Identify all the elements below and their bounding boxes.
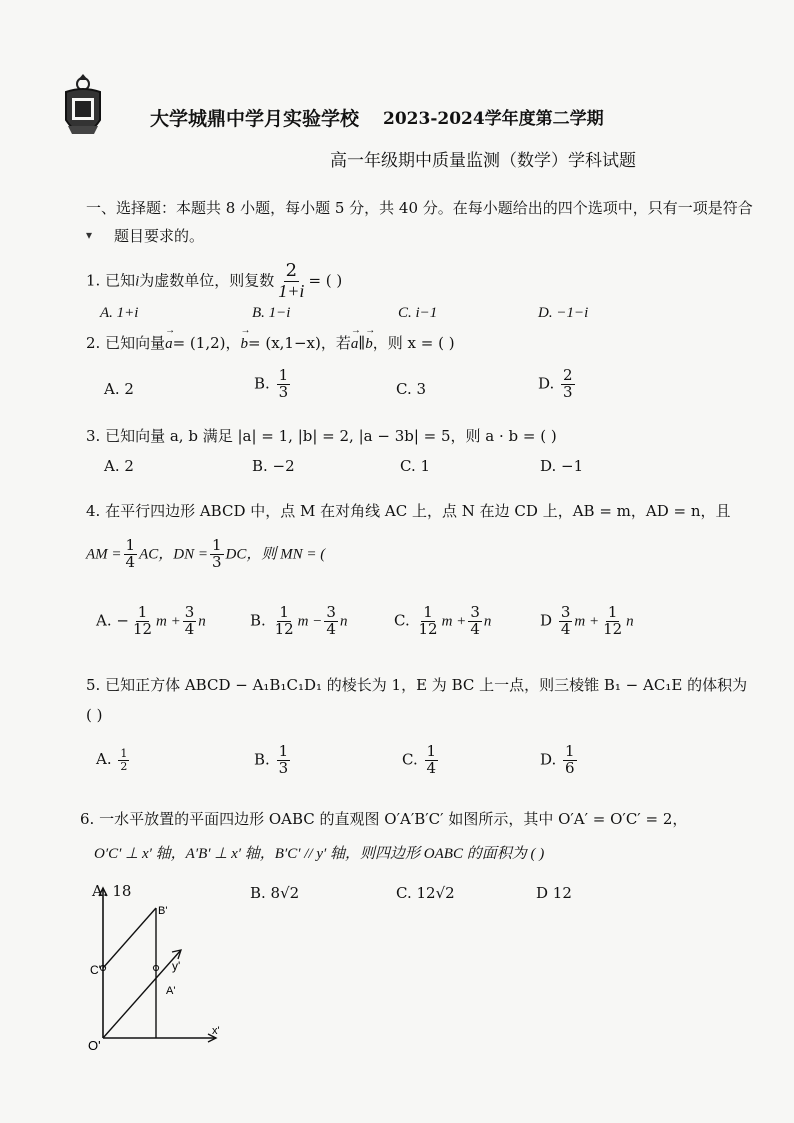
fraction: $\frac{2}{1+i}$ xyxy=(278,260,305,301)
label-o: O' xyxy=(88,1038,101,1053)
school-logo-icon xyxy=(60,70,106,148)
question-3: 3. 已知向量 a, b 满足 |a| = 1, |b| = 2, |a − 3b| = 5，则 a · b = ( ) xyxy=(86,427,557,445)
q2-option-a: A. 2 xyxy=(104,380,134,398)
q2-option-b: B. $\frac{1}{3}$ xyxy=(254,366,289,401)
exam-title: 高一年级期中质量监测（数学）学科试题 xyxy=(330,151,636,171)
label-a: A' xyxy=(166,985,176,997)
question-5: 5. 已知正方体 ABCD − A₁B₁C₁D₁ 的棱长为 1，E 为 BC 上一点，则三棱锥 B₁ − AC₁E 的体积为 xyxy=(86,676,748,694)
section-heading-cont: 题目要求的。 xyxy=(114,227,205,245)
question-4: 4. 在平行四边形 ABCD 中，点 M 在对角线 AC 上，点 N 在边 CD 上，AB = m，AD = n，且 xyxy=(86,502,731,520)
q1-option-d: D. −1−i xyxy=(538,305,589,321)
question-4-cont: AM = $\frac{1}{4}$ AC，DN = $\frac{1}{3}$ DC，则 MN = ( xyxy=(86,536,326,571)
label-c: C' xyxy=(90,963,101,977)
q5-option-c: C. $\frac{1}{4}$ xyxy=(402,742,437,777)
q6-option-b: B. 8√2 xyxy=(250,884,300,902)
intuitive-diagram xyxy=(86,880,236,1055)
question-2: 2. 已知向量→ a= (1,2)，→ b= (x,1−x)，若→ a∥→ b，则 x = ( ) xyxy=(86,332,455,353)
label-y: y' xyxy=(172,959,181,973)
q4-option-c: C. $\frac{1}{12}$ m + $\frac{3}{4}$ n xyxy=(394,603,492,638)
label-b: B' xyxy=(158,905,168,917)
q1-option-b: B. 1−i xyxy=(252,305,291,321)
q1-option-c: C. i−1 xyxy=(398,305,438,321)
question-6: 6. 一水平放置的平面四边形 OABC 的直观图 O′A′B′C′ 如图所示，其中 O′A′ = O′C′ = 2， xyxy=(80,810,688,828)
q1-option-a: A. 1+i xyxy=(100,305,139,321)
edge-c-b xyxy=(103,908,156,968)
question-6-cont: O′C′ ⊥ x′ 轴，A′B′ ⊥ x′ 轴，B′C′ // y′ 轴，则四边形 OABC 的面积为 ( ) xyxy=(94,846,545,862)
q5-option-a: A. $\frac{1}{2}$ xyxy=(96,747,128,773)
q4-option-a: A. − $\frac{1}{12}$ m + $\frac{3}{4}$ n xyxy=(96,603,206,638)
q6-option-d: D 12 xyxy=(536,884,572,902)
q3-option-c: C. 1 xyxy=(400,457,431,475)
term-label: 2023-2024学年度第二学期 xyxy=(383,109,604,129)
q5-option-d: D. $\frac{1}{6}$ xyxy=(540,742,575,777)
section-heading: 一、选择题：本题共 8 小题，每小题 5 分，共 40 分。在每小题给出的四个选项中，只有一项是符合 xyxy=(86,199,753,217)
q6-option-c: C. 12√2 xyxy=(396,884,455,902)
q3-option-d: D. −1 xyxy=(540,457,584,475)
label-x: x' xyxy=(212,1025,220,1037)
q2-option-c: C. 3 xyxy=(396,380,427,398)
question-1: 1. 已知i为虚数单位，则复数 $\frac{2}{1+i}$ = ( ) xyxy=(86,260,343,301)
school-name: 大学城鼎中学月实验学校 xyxy=(150,108,360,130)
stray-mark: ▾ xyxy=(86,228,93,242)
q3-option-b: B. −2 xyxy=(252,457,295,475)
q4-option-d: D $\frac{3}{4}$ m + $\frac{1}{12}$ n xyxy=(540,603,634,638)
q6-option-a: A. 18 xyxy=(92,882,132,900)
q2-option-d: D. $\frac{2}{3}$ xyxy=(538,366,573,401)
q4-option-b: B. $\frac{1}{12}$ m − $\frac{3}{4}$ n xyxy=(250,603,348,638)
question-5-cont: ( ) xyxy=(86,706,103,724)
q5-option-b: B. $\frac{1}{3}$ xyxy=(254,742,289,777)
q3-option-a: A. 2 xyxy=(104,457,134,475)
